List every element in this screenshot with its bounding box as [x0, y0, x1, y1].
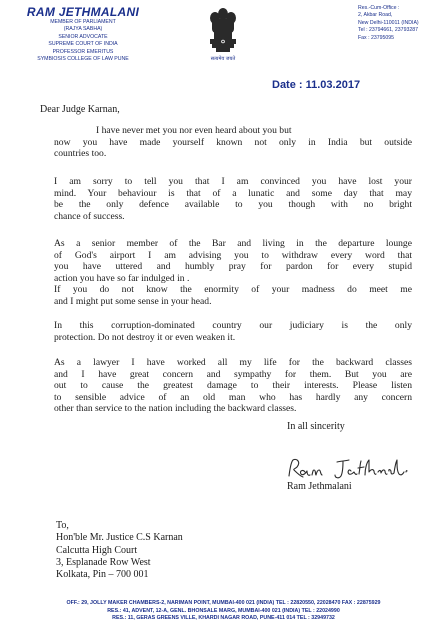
addressee-line: Kolkata, Pin – 700 001 — [56, 569, 149, 581]
addressee-to: To, — [56, 520, 69, 531]
office-line: New Delhi-110011 (INDIA) — [358, 19, 419, 26]
letterhead-line: PROFESSOR EMERITUS — [52, 48, 114, 55]
letterhead-line: SYMBIOSIS COLLEGE OF LAW PUNE — [37, 56, 129, 63]
addressee-line: Hon'ble Mr. Justice C.S Karnan — [56, 532, 183, 544]
paragraph-line: As a lawyer I have worked all my life for the backward classes — [54, 357, 412, 368]
paragraph-line: now you have made yourself known not only in India but outside — [54, 136, 412, 148]
addressee — [56, 520, 183, 581]
paragraph-line: In this corruption-dominated country our judiciary is the only — [54, 320, 412, 331]
office-line: Res.-Cum-Office : — [358, 5, 400, 11]
paragraph — [54, 357, 412, 415]
footer-line: RES.: 11, GERAS GREENS VILLE, KHARDI NAGAR ROAD, PUNE-411 014 TEL : 32949732 — [112, 615, 335, 622]
office-line: Tel : 23794661, 23793287 — [358, 27, 418, 34]
paragraph-line: action you have so far indulged in . — [54, 272, 190, 284]
addressee-line: Calcutta High Court — [56, 544, 138, 556]
letterhead-left — [8, 5, 158, 63]
paragraph-line: other than service to the nation including the backward classes. — [54, 403, 297, 415]
paragraph-line: mind. Your behaviour is that of a lunatic and some day that may — [54, 187, 412, 199]
signatory-name: Ram Jethmalani — [287, 481, 352, 492]
letterhead-footer — [0, 600, 447, 623]
paragraph-line: I am sorry to tell you that I am convinced you have lost your — [54, 176, 412, 187]
letterhead-line: SENIOR ADVOCATE — [58, 33, 108, 40]
emblem — [196, 5, 250, 62]
paragraph-line: protection. Do not destroy it or even weaken it. — [54, 331, 236, 343]
paragraph-line: chance of success. — [54, 210, 125, 222]
national-emblem-icon — [206, 5, 240, 55]
addressee-line: 3, Esplanade Row West — [56, 556, 151, 568]
footer-line: RES.: 41, ADVENT, 12-A, GENL. BHONSALE MARG, MUMBAI-400 021 (INDIA) TEL : 22024990 — [107, 607, 340, 614]
paragraph-line: to sensible advice of an old man who has hardly any concern — [54, 391, 412, 403]
letterhead-office-address — [358, 5, 444, 42]
closing: In all sincerity — [287, 421, 345, 432]
office-line: Fax : 23795095 — [358, 34, 395, 41]
paragraph-line: of God's airport I am advising you to withdraw every word that — [54, 249, 412, 261]
paragraph-line: If you do not know the enormity of your madness do meet me — [54, 284, 412, 296]
paragraph-line: and I have great concern and sympathy for them. But you are — [54, 368, 412, 380]
paragraph — [54, 238, 412, 308]
salutation: Dear Judge Karnan, — [40, 104, 120, 115]
paragraph-line: you have uttered and humbly pray for pardon for every stupid — [54, 261, 412, 273]
paragraph — [54, 320, 412, 343]
letterhead-line: MEMBER OF PARLIAMENT — [50, 19, 116, 25]
paragraph-line: As a senior member of the Bar and living in the departure lounge — [54, 238, 412, 249]
paragraph-line: out to cause the greatest damage to their interests. Please listen — [54, 380, 412, 392]
letterhead-line: (RAJYA SABHA) — [63, 26, 103, 33]
paragraph — [54, 176, 412, 222]
paragraph-line: I have never met you nor even heard about you but — [96, 125, 292, 136]
footer-line: OFF.: 29, JOLLY MAKER CHAMBERS-2, NARIMAN POINT, MUMBAI-400 021 (INDIA) TEL : 22820550, 22028470 FAX : 22875929 — [66, 600, 381, 606]
letterhead-line: SUPREME COURT OF INDIA — [48, 41, 118, 48]
letterhead-name: RAM JETHMALANI — [26, 5, 140, 19]
paragraph — [54, 125, 412, 160]
letter-date: Date : 11.03.2017 — [272, 79, 361, 91]
office-line: 2, Akbar Road, — [358, 12, 393, 19]
paragraph-line: countries too. — [54, 148, 107, 160]
paragraph-line: and I might put some sense in your head. — [54, 295, 212, 307]
paragraph-line: be the only defence available to you though with no bright — [54, 199, 412, 211]
emblem-caption: सत्यमेव जयते — [210, 56, 236, 62]
